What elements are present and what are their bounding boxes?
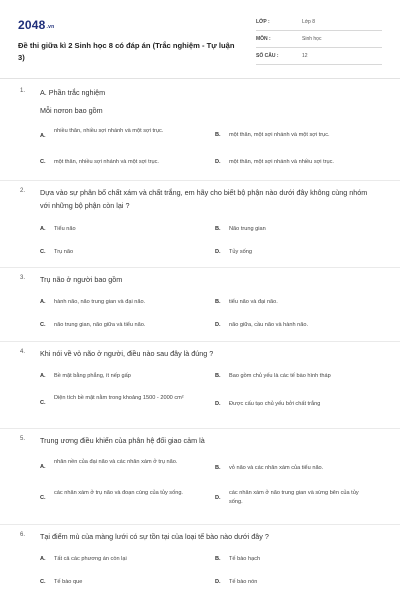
- section-heading: A. Phần trắc nghiệm: [40, 88, 106, 97]
- option-text: Tủy sống: [229, 249, 253, 255]
- option-letter: C.: [40, 249, 46, 255]
- question-number: 6.: [20, 532, 26, 538]
- option-d[interactable]: [215, 489, 385, 509]
- question-text: Mỗi nơron bao gồm: [40, 106, 103, 115]
- question-5: [0, 432, 400, 520]
- option-text: tiểu não và đại não.: [229, 299, 278, 305]
- option-text: một thân, nhiều sợi nhánh và một sợi trục.: [54, 159, 159, 165]
- option-text: não giữa, cầu não và hành não.: [229, 322, 309, 328]
- option-text: não trung gian, não giữa và tiểu não.: [54, 322, 146, 328]
- option-letter: B.: [215, 299, 221, 305]
- option-letter: B.: [215, 465, 221, 471]
- meta-subject-row: [256, 33, 382, 48]
- question-number: 4.: [20, 349, 26, 355]
- brand-name: 2048: [18, 18, 46, 32]
- brand-tld: .vn: [46, 24, 55, 30]
- question-number: 1.: [20, 88, 26, 94]
- option-letter: B.: [215, 226, 221, 232]
- option-letter: D.: [215, 401, 221, 407]
- option-text: Diện tích bề mặt nằm trong khoảng 1500 - 2000 cm²: [54, 395, 184, 401]
- site-logo[interactable]: [18, 18, 54, 32]
- option-text: Bề mặt bằng phẳng, ít nếp gấp: [54, 373, 131, 379]
- question-number: 2.: [20, 188, 26, 194]
- meta-class-label: LỚP :: [256, 19, 270, 25]
- option-text: Trụ não: [54, 249, 74, 255]
- option-text: các nhân xám ở não trung gian và sừng bên của tủy sống.: [229, 490, 359, 505]
- question-text: Trung ương điều khiển của phân hệ đối giao cảm là: [40, 436, 205, 445]
- header-divider: [0, 78, 400, 79]
- question-text: Tại điểm mù của màng lưới có sự tồn tại của loại tế bào nào dưới đây ?: [40, 532, 269, 541]
- option-text: Bao gồm chủ yếu là các tế bào hình tháp: [229, 373, 331, 379]
- question-text: Trụ não ở người bao gồm: [40, 275, 123, 284]
- option-text: một thân, một sợi nhánh và một sợi trục.: [229, 132, 330, 138]
- meta-subject-label: MÔN :: [256, 36, 271, 42]
- question-4: [0, 345, 400, 425]
- question-3: [0, 271, 400, 337]
- option-letter: A.: [40, 373, 46, 379]
- question-divider: [0, 341, 400, 342]
- question-divider: [0, 180, 400, 181]
- option-text: vỏ não và các nhân xám của tiểu não.: [229, 465, 324, 471]
- option-a[interactable]: [40, 127, 215, 145]
- option-text: Não trung gian: [229, 226, 266, 232]
- option-text: Tế bào que: [54, 579, 83, 585]
- meta-subject-value: Sinh học: [302, 36, 322, 42]
- option-c[interactable]: [40, 394, 215, 414]
- question-number: 5.: [20, 436, 26, 442]
- meta-class-row: [256, 16, 382, 31]
- option-letter: A.: [40, 464, 46, 470]
- question-divider: [0, 267, 400, 268]
- option-text: nhân nền của đại não và các nhân xám ở trụ não.: [54, 459, 178, 465]
- option-letter: A.: [40, 226, 46, 232]
- option-text: các nhân xám ở trụ não và đoạn cùng của tủy sống.: [54, 490, 183, 496]
- question-1: [0, 84, 400, 179]
- option-letter: D.: [215, 249, 221, 255]
- question-2: [0, 184, 400, 264]
- question-6: [0, 528, 400, 600]
- option-letter: C.: [40, 495, 46, 501]
- page-header: [18, 12, 382, 74]
- option-letter: A.: [40, 133, 46, 139]
- option-text: Tiểu não: [54, 226, 76, 232]
- option-letter: C.: [40, 159, 46, 165]
- option-text: Được cấu tạo chủ yếu bởi chất trắng: [229, 401, 321, 407]
- meta-count-label: SỐ CÂU :: [256, 53, 279, 59]
- option-letter: D.: [215, 579, 221, 585]
- option-letter: A.: [40, 556, 46, 562]
- option-letter: D.: [215, 495, 221, 501]
- option-text: một thân, một sợi nhánh và nhiều sợi trục.: [229, 159, 334, 165]
- page-title: Đề thi giữa kì 2 Sinh học 8 có đáp án (Trắc nghiệm - Tự luận 3): [18, 41, 235, 62]
- document-meta: [256, 16, 382, 67]
- option-text: hành não, não trung gian và đại não.: [54, 299, 146, 305]
- option-c[interactable]: [40, 489, 215, 509]
- option-text: Tất cả các phương án còn lại: [54, 556, 127, 562]
- option-letter: B.: [215, 132, 221, 138]
- meta-count-row: [256, 50, 382, 65]
- option-text: Tế bào nón: [229, 579, 258, 585]
- meta-count-value: 12: [302, 53, 308, 59]
- option-letter: C.: [40, 322, 46, 328]
- option-letter: A.: [40, 299, 46, 305]
- meta-class-value: Lớp 8: [302, 19, 316, 25]
- option-text: nhiều thân, nhiều sợi nhánh và một sợi trục.: [54, 128, 164, 134]
- option-letter: C.: [40, 400, 46, 406]
- option-letter: D.: [215, 159, 221, 165]
- option-letter: B.: [215, 556, 221, 562]
- question-divider: [0, 428, 400, 429]
- option-letter: B.: [215, 373, 221, 379]
- option-letter: C.: [40, 579, 46, 585]
- question-divider: [0, 524, 400, 525]
- question-text: Khi nói về vỏ não ở người, điều nào sau đây là đúng ?: [40, 349, 214, 358]
- question-number: 3.: [20, 275, 26, 281]
- option-a[interactable]: [40, 458, 215, 478]
- option-text: Tế bào hạch: [229, 556, 261, 562]
- question-text: Dựa vào sự phân bố chất xám và chất trắng, em hãy cho biết bộ phận nào dưới đây không cùng nhóm với những bộ phận còn lại ?: [40, 188, 368, 210]
- option-letter: D.: [215, 322, 221, 328]
